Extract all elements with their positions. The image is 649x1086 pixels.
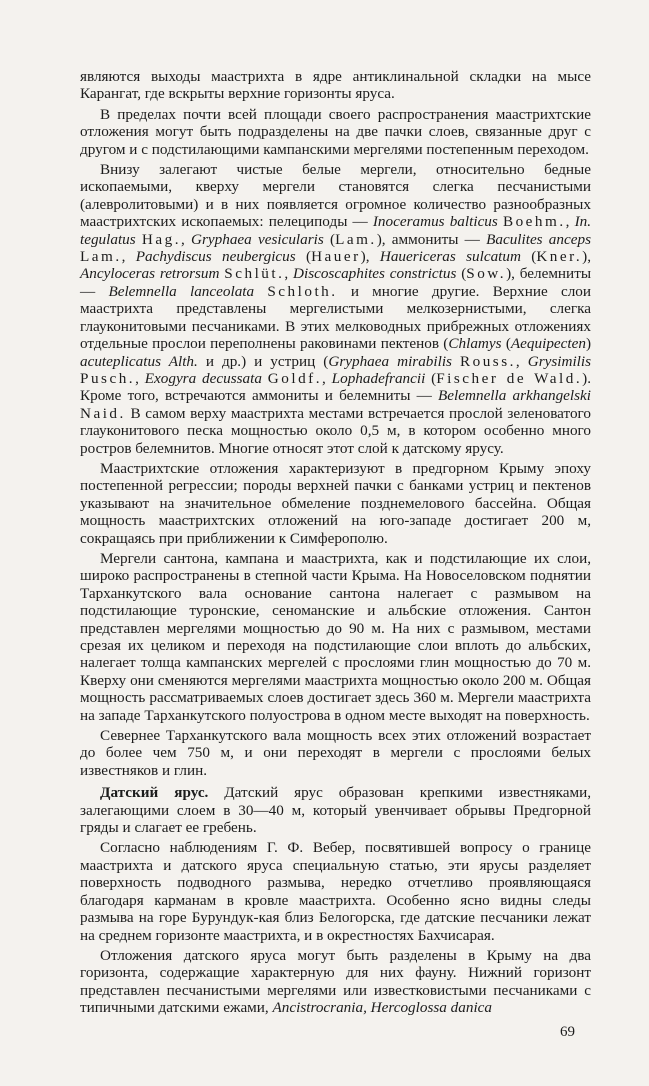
latin-taxon: Discoscaphites constrictus [293,265,457,283]
text-run: ( [295,248,312,266]
text-run: Датский ярус образован крепкими известняками, залегающими слоем в 30—40 м, который увенчивает обрывы Предгорной гряды и слагает ее гребень. [80,784,591,837]
latin-taxon: Gryphaea mirabilis [328,352,452,370]
text-run: В пределах почти всей площади своего распространения маастрихтские отложения могут быть подразделены на две пачки слоев, связанные друг с другом и с подстилающими кампанскими мергелями постепенным переходом. [80,105,591,158]
text-run: , [284,265,293,283]
paragraph-north-tarkhankut [80,727,591,779]
text-run: ), аммониты — [376,230,487,248]
latin-taxon: Inoceramus balticus [372,213,498,231]
latin-taxon: Ancyloceras retrorsum [80,265,220,283]
text-run: , [181,230,192,248]
author-name: Rouss. [459,352,516,370]
text-run: ( [323,230,336,248]
latin-taxon: Hauericeras sulcatum [379,248,521,266]
text-run: и др.) и устриц ( [197,352,329,370]
text-run: Севернее Тарханкутского вала мощность всех этих отложений возрастает до более чем 750 м, и они переходят в мергели с прослоями белых известняков и глин. [80,727,591,779]
text-run: ), [582,248,592,266]
text-body [80,68,591,1017]
latin-taxon: Aequipecten [510,335,586,353]
paragraph-danian-horizons [80,947,591,1017]
author-name: Lam. [335,230,377,248]
latin-taxon: Ancistrocrania, Hercoglossa danica [272,999,493,1017]
text-run: ( [425,369,437,387]
section-heading: Датский ярус. [100,784,209,802]
text-run: являются выходы маастрихта в ядре антиклинальной складки на мысе Карангат, где вскрыты верхние горизонты яруса. [80,68,591,103]
latin-taxon: Chlamys [448,335,502,353]
text-run: ), [360,248,380,266]
latin-taxon: In. tegulatus [80,213,592,248]
text-run: , [135,369,145,387]
latin-taxon: Belemnella lanceolata [108,282,255,300]
text-run: , [121,248,136,266]
author-name: Kner. [536,248,583,266]
latin-taxon: Lophadefrancii [331,369,426,387]
latin-taxon: Exogyra decussata [144,369,262,387]
latin-taxon: Pachydiscus neubergicus [135,248,296,266]
text-run: ), белемниты — [80,265,592,300]
author-name: Goldf. [267,369,323,387]
latin-taxon: Grysimilis [527,352,592,370]
author-name: Fischer de Wald. [436,369,583,387]
text-run: , [565,213,575,231]
text-run: , [322,369,332,387]
author-name: Hauer [311,248,361,266]
text-run: , [515,352,528,370]
latin-taxon: Belemnella arkhangelski [438,387,592,405]
text-run: Мергели сантона, кампана и маастрихта, как и подстилающие их слои, широко распространены в степной части Крыма. На Новоселовском поднятии Тарханкутского вала основание сантона налегает с размывом на подстилающие туронские, сеноманские и альбские отложения. Сантон представлен мергелями мощностью до 90 м. На них с размывом, местами срезая их целиком и переходя на подстилающие слои вплоть до альбских, налегает толща кампанских мергелей с прослоями глин мощностью до 70 м. Кверху они сменяются мергелями маастрихта мощностью около 200 м. Общая мощность рассматриваемых слоев достигает здесь 360 м. Мергели маастрихта на западе Тарханкутского полуострова в одном месте выходят на поверхность. [80,549,591,724]
latin-taxon: Baculites anceps [486,230,591,248]
text-run: ( [520,248,537,266]
author-name: Schlüt. [224,265,285,283]
paragraph-continuation [80,68,591,103]
paragraph-regression [80,460,591,547]
text-run [254,283,267,300]
text-run: Отложения датского яруса могут быть разделены в Крыму на два горизонта, содержащие характерную для них фауну. Нижний горизонт представлен песчанистыми мергелями или известковистыми песчаниками с типичными датскими ежами, [80,946,591,1017]
text-run: ). Кроме того, встречаются аммониты и белемниты — [80,369,591,405]
text-run [452,353,460,370]
text-run: и многие другие. Верхние слои маастрихта представлены мергелистыми мелкозернистыми, слегка глауконитовыми песчаниками. В этих мелководных прибрежных отложениях отдельные прослои переполнены раковинами пектенов ( [80,282,592,353]
page-number: 69 [560,1024,575,1040]
paragraph-maastricht-subdivision [80,106,591,158]
author-name: Pusch. [80,369,136,387]
text-run: ) [585,335,592,353]
latin-taxon: Gryphaea vesicularis [191,230,324,248]
author-name: Lam. [80,248,122,266]
author-name: Hag. [141,230,182,248]
text-run: ( [456,265,467,283]
latin-taxon: acuteplicatus Alth. [80,352,198,370]
author-name: Sow. [466,265,507,283]
paragraph-fauna-list [80,161,591,457]
author-name: Naid. [80,404,126,422]
paragraph-weber-observations [80,839,591,943]
author-name: Boehm. [502,213,566,231]
text-run: Согласно наблюдениям Г. Ф. Вебер, посвятившей вопросу о границе маастрихта и датского яруса специальную статью, эти ярусы разделяет поверхность подводного размыва, нередко отчетливо проявляющаяся благодаря карманам в кровле маастрихта. Особенно ясно видны следы размыва на горе Бурундук-кая близ Белогорска, где датские песчаники лежат на среднем горизонте маастрихта, и в окрестностях Бахчисарая. [80,839,591,944]
author-name: Schloth. [267,282,338,300]
text-run: ( [501,335,511,353]
text-run: Внизу залегают чистые белые мергели, относительно бедные ископаемыми, кверху мергели становятся слегка песчанистыми (алевролитовыми) и в них появляется огромное количество разнообразных маастрихтских ископаемых: пелециподы — [80,161,591,231]
text-run: В самом верху маастрихта местами встречается прослой зеленоватого глауконитового песка мощностью около 0,5 м, в котором особенно много ростров белемнитов. Многие относят этот слой к датскому ярусу. [80,404,591,457]
text-run: Маастрихтские отложения характеризуют в предгорном Крыму эпоху постепенной регрессии; породы верхней пачки с банками устриц и пектенов указывают на значительное обмеление позднемелового бассейна. Общая мощность маастрихтских отложений на юго-западе достигает 200 м, сокращаясь при приближении к Симферополю. [80,459,591,547]
paragraph-danian-stage [80,784,591,836]
paragraph-steppe-crimea [80,550,591,724]
